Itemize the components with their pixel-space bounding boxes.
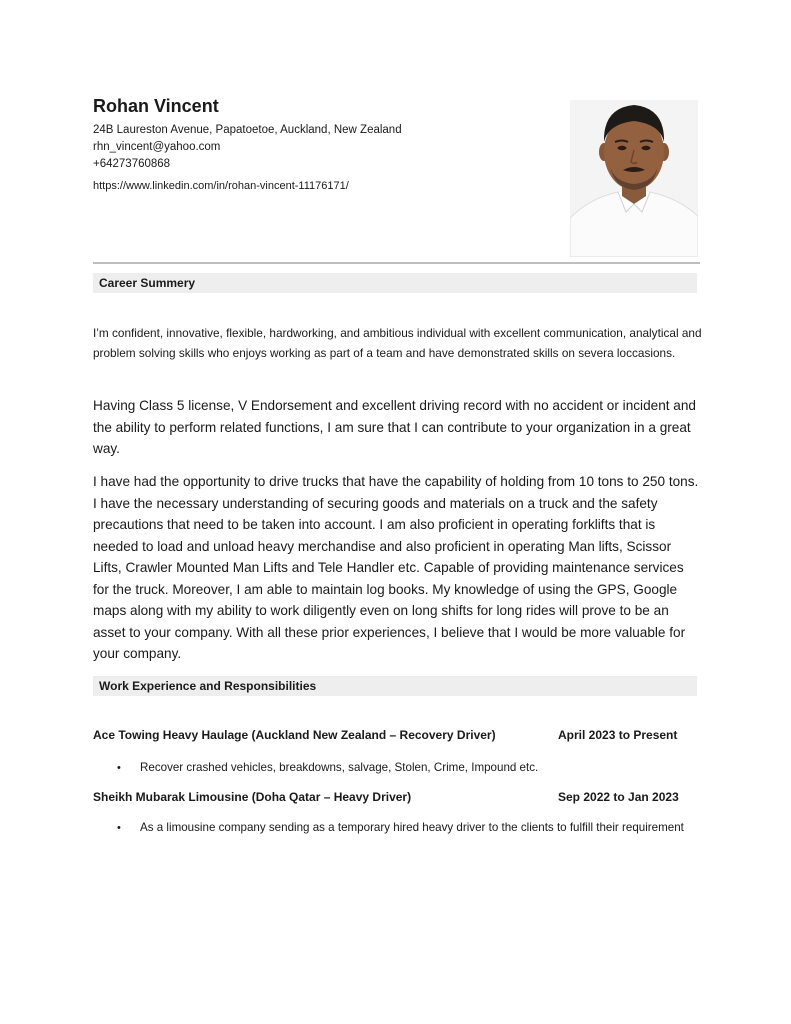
header-divider	[93, 262, 700, 264]
candidate-name: Rohan Vincent	[93, 96, 219, 116]
job-bullet-text: Recover crashed vehicles, breakdowns, salvage, Stolen, Crime, Impound etc.	[140, 761, 539, 774]
job-title: Sheikh Mubarak Limousine (Doha Qatar – Heavy Driver)	[93, 790, 412, 804]
job-dates: Sep 2022 to Jan 2023	[558, 790, 679, 804]
job-bullet-text: As a limousine company sending as a temporary hired heavy driver to the clients to fulfill their requirement	[140, 821, 684, 834]
job-title: Ace Towing Heavy Haulage (Auckland New Zealand – Recovery Driver)	[93, 728, 496, 742]
career-paragraph-2: Having Class 5 license, V Endorsement and excellent driving record with no accident or incident and the ability to perform related functions, I am sure that I can contribute to your organization in a great way.	[93, 398, 696, 456]
bullet-icon: •	[117, 762, 121, 774]
job-entry	[93, 789, 685, 805]
linkedin-url: https://www.linkedin.com/in/rohan-vincent-11176171/	[93, 180, 349, 192]
email: rhn_vincent@yahoo.com	[93, 141, 221, 153]
job-dates: April 2023 to Present	[558, 728, 678, 742]
job-entry	[93, 727, 685, 743]
career-paragraph-1: I’m confident, innovative, flexible, hardworking, and ambitious individual with excellent communication, analytical and problem solving skills who enjoys working as part of a team and have demonstrated skills on severa loccasions.	[93, 326, 702, 360]
career-paragraph-3: I have had the opportunity to drive trucks that have the capability of holding from 10 tons to 250 tons. I have the necessary understanding of securing goods and materials on a truck and the safety precautions that need to be taken into account. I am also proficient in operating forklifts that is needed to load and unload heavy merchandise and also proficient in operating Man lifts, Scissor Lifts, Crawler Mounted Man Lifts and Tele Handler etc. Capable of providing maintenance services for the truck. Moreover, I am able to maintain log books. My knowledge of using the GPS, Google maps along with my ability to work diligently even on long shifts for long rides will prove to be an asset to your company. With all these prior experiences, I believe that I would be more valuable for your company.	[93, 474, 699, 661]
section-heading-experience: Work Experience and Responsibilities	[93, 676, 697, 696]
phone: +64273760868	[93, 158, 171, 170]
resume-header	[93, 96, 553, 194]
bullet-icon: •	[117, 822, 121, 834]
address: 24B Laureston Avenue, Papatoetoe, Auckland, New Zealand	[93, 124, 402, 136]
profile-photo-image	[570, 100, 698, 257]
profile-photo	[570, 100, 698, 257]
section-heading-career: Career Summery	[93, 273, 697, 293]
